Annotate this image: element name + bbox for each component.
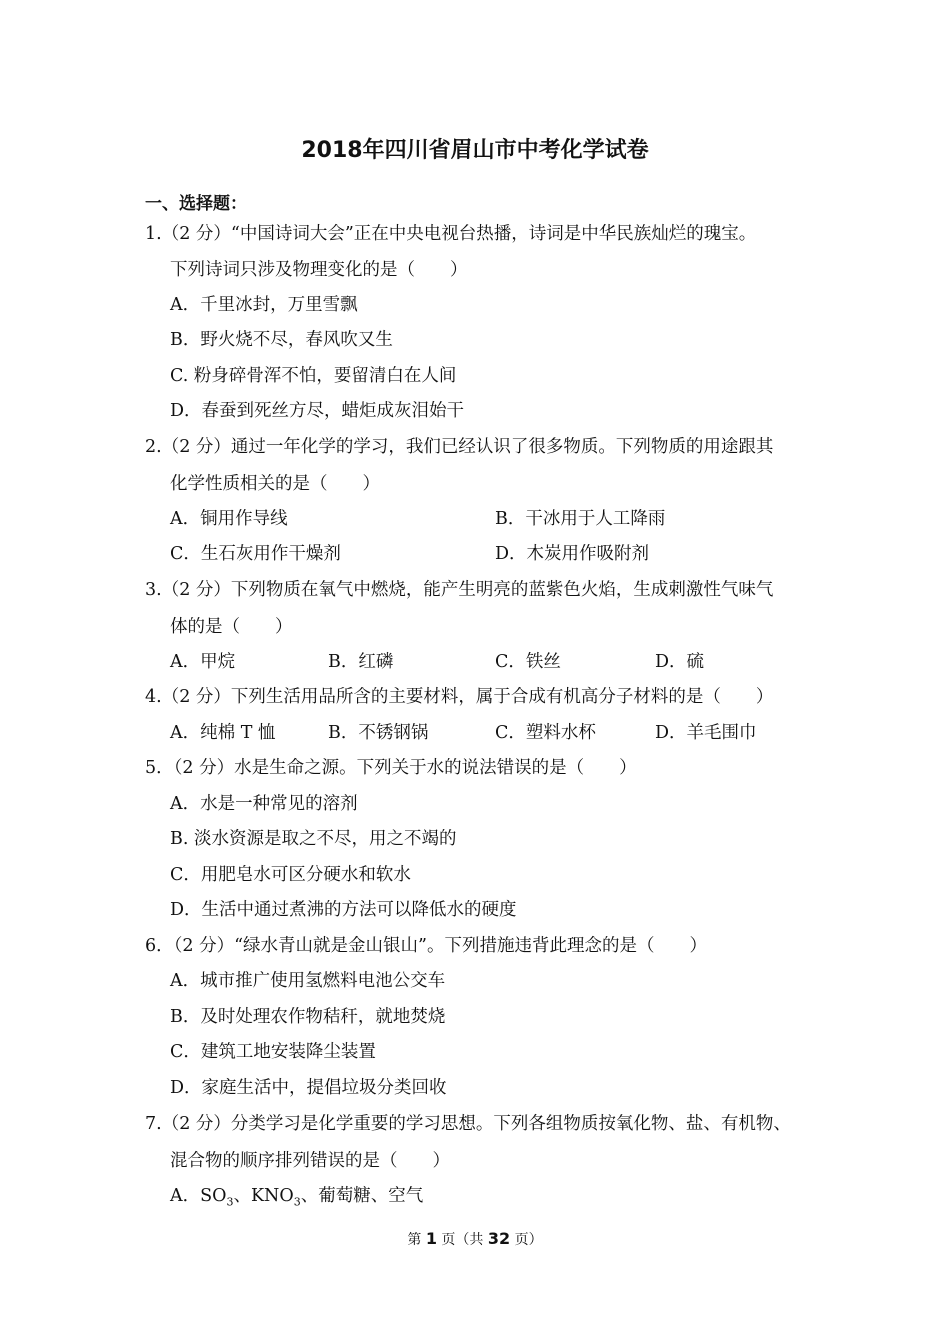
question-3-option-b: B．红磷: [328, 652, 394, 672]
question-2-stem: 2.（2 分）通过一年化学的学习，我们已经认识了很多物质。下列物质的用途跟其: [145, 437, 774, 457]
question-6-option-a: A．城市推广使用氢燃料电池公交车: [170, 971, 446, 991]
question-2-option-a: A．铜用作导线: [170, 509, 288, 529]
question-1-option-c: C. 粉身碎骨浑不怕，要留清白在人间: [170, 366, 457, 386]
question-1-option-b: B．野火烧不尽，春风吹又生: [170, 330, 393, 350]
total-pages: 32: [487, 1229, 511, 1248]
page-title: 2018年四川省眉山市中考化学试卷: [301, 138, 649, 163]
question-4-option-a: A．纯棉 T 恤: [170, 723, 276, 743]
question-6-option-c: C．建筑工地安装降尘装置: [170, 1042, 376, 1062]
option-a-text: 、KNO: [233, 1186, 294, 1206]
question-1-option-a: A．千里冰封，万里雪飘: [170, 295, 358, 315]
current-page: 1: [425, 1229, 437, 1248]
question-3-stem: 3.（2 分）下列物质在氧气中燃烧，能产生明亮的蓝紫色火焰，生成刺激性气味气: [145, 580, 774, 600]
question-5-stem: 5．（2 分）水是生命之源。下列关于水的说法错误的是（ ）: [145, 758, 637, 778]
question-4-option-b: B．不锈钢锅: [328, 723, 429, 743]
question-2-option-d: D．木炭用作吸附剂: [495, 544, 650, 564]
subscript: 3: [226, 1195, 234, 1209]
footer-text: 页）: [510, 1232, 543, 1248]
page-footer: [0, 1229, 950, 1249]
option-a-text: 、葡萄糖、空气: [300, 1186, 424, 1206]
question-1-option-d: D．春蚕到死丝方尽，蜡炬成灰泪始干: [170, 401, 465, 421]
question-6-option-b: B．及时处理农作物秸秆，就地焚烧: [170, 1007, 446, 1027]
option-a-text: A．SO: [170, 1186, 227, 1206]
question-2-option-c: C．生石灰用作干燥剂: [170, 544, 341, 564]
question-1-stem-cont: 下列诗词只涉及物理变化的是（ ）: [170, 260, 468, 280]
question-5-option-c: C．用肥皂水可区分硬水和软水: [170, 865, 411, 885]
question-4-option-c: C．塑料水杯: [495, 723, 596, 743]
question-3-option-d: D．硫: [655, 652, 705, 672]
subscript: 3: [293, 1195, 301, 1209]
question-3-stem-cont: 体的是（ ）: [170, 617, 293, 637]
question-2-stem-cont: 化学性质相关的是（ ）: [170, 474, 380, 494]
question-5-option-a: A．水是一种常见的溶剂: [170, 794, 358, 814]
question-5-option-b: B. 淡水资源是取之不尽，用之不竭的: [170, 829, 457, 849]
question-7-stem-cont: 混合物的顺序排列错误的是（ ）: [170, 1151, 450, 1171]
question-7-option-a: [170, 1184, 423, 1215]
footer-text: 页（共: [436, 1232, 488, 1248]
question-5-option-d: D．生活中通过煮沸的方法可以降低水的硬度: [170, 900, 517, 920]
section-heading: 一、选择题：: [145, 194, 247, 214]
question-6-option-d: D．家庭生活中，提倡垃圾分类回收: [170, 1078, 447, 1098]
question-3-option-c: C．铁丝: [495, 652, 561, 672]
question-4-stem: 4.（2 分）下列生活用品所含的主要材料，属于合成有机高分子材料的是（ ）: [145, 687, 774, 707]
question-2-option-b: B．干冰用于人工降雨: [495, 509, 666, 529]
question-6-stem: 6．（2 分）“绿水青山就是金山银山”。下列措施违背此理念的是（ ）: [145, 936, 707, 956]
question-7-stem: 7.（2 分）分类学习是化学重要的学习思想。下列各组物质按氧化物、盐、有机物、: [145, 1114, 791, 1134]
question-1-stem: 1.（2 分）“中国诗词大会”正在中央电视台热播，诗词是中华民族灿烂的瑰宝。: [145, 224, 757, 244]
question-4-option-d: D．羊毛围巾: [655, 723, 757, 743]
footer-text: 第: [407, 1232, 426, 1248]
question-3-option-a: A．甲烷: [170, 652, 236, 672]
